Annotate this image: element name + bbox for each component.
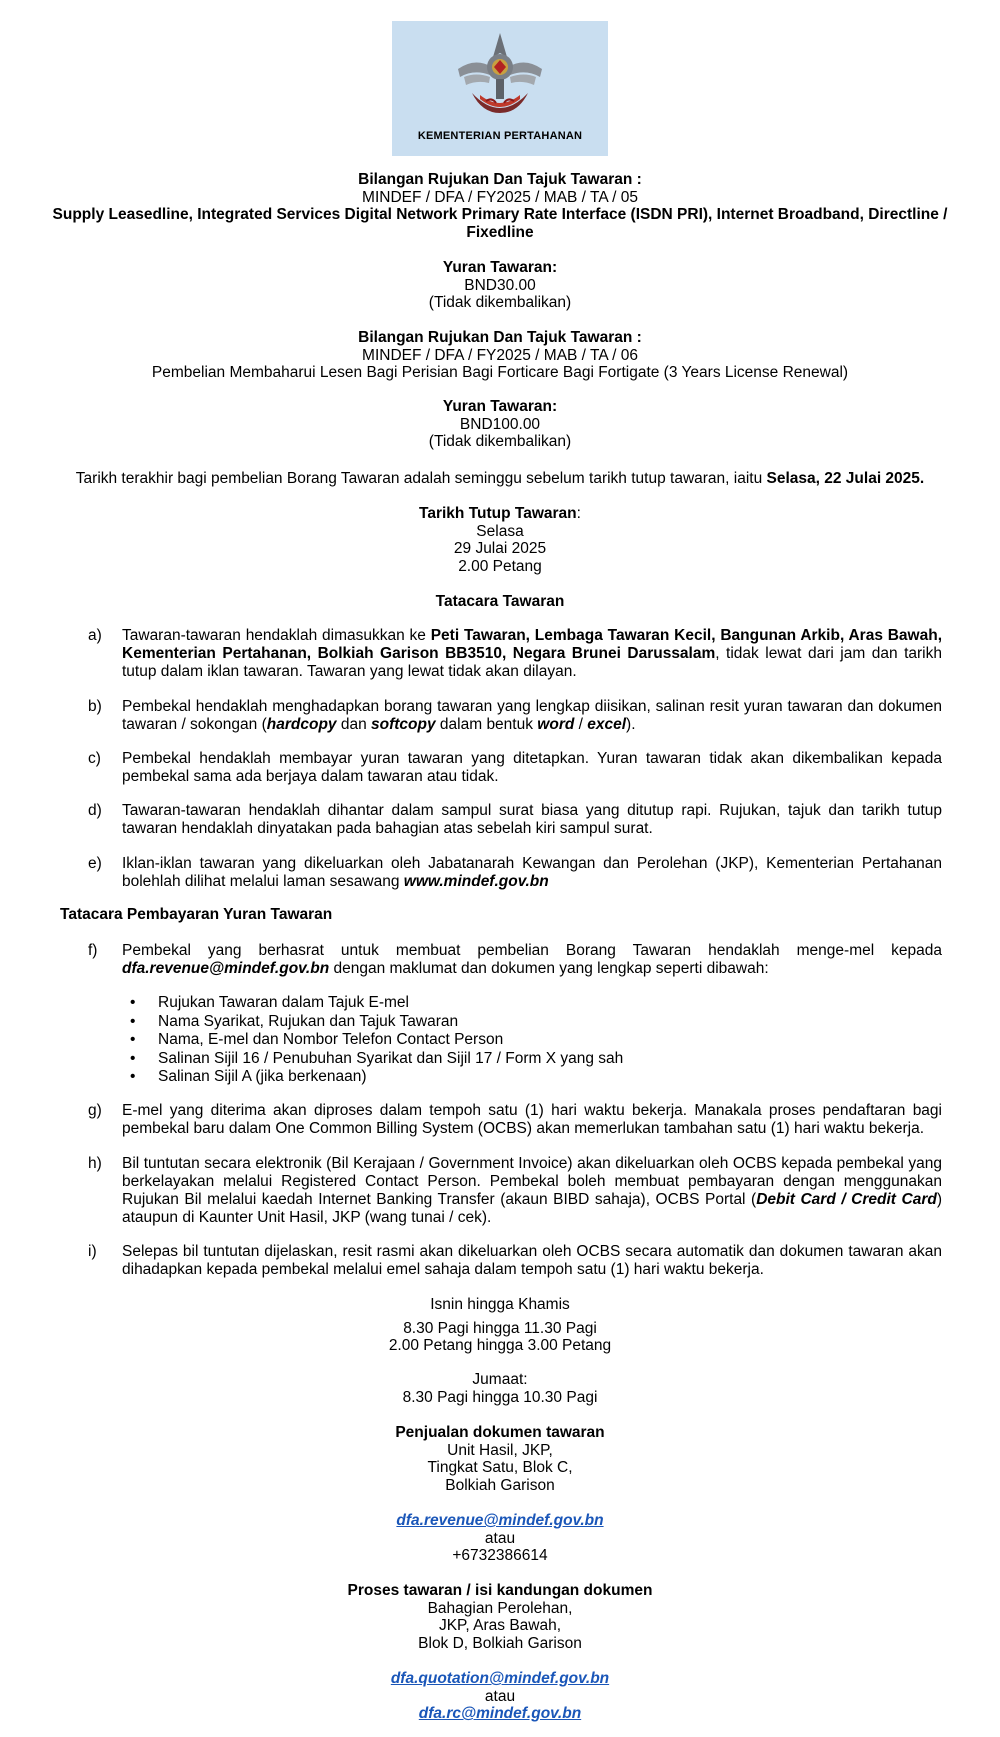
required-documents-list (130, 994, 830, 1087)
tender-2-heading: Bilangan Rujukan Dan Tajuk Tawaran : (358, 329, 642, 346)
purchase-deadline-text: Tarikh terakhir bagi pembelian Borang Tawaran adalah seminggu sebelum tarikh tutup tawaran, iaitu (75, 470, 767, 487)
purchase-deadline-date: Selasa, 22 Julai 2025. (766, 470, 925, 487)
list-item: • Salinan Sijil 16 / Penubuhan Syarikat dan Sijil 17 / Form X yang sah (130, 1050, 830, 1069)
closing-time: 2.00 Petang (458, 557, 542, 575)
ministry-crest-icon (450, 27, 550, 127)
tender-2-ref: MINDEF / DFA / FY2025 / MAB / TA / 06 (362, 346, 638, 364)
item-label: d) (88, 802, 102, 819)
sales-email-link[interactable]: dfa.revenue@mindef.gov.bn (396, 1512, 604, 1529)
website-link[interactable]: www.mindef.gov.bn (403, 873, 549, 890)
procedure-heading: Tatacara Tawaran (435, 593, 565, 610)
rc-email-link[interactable]: dfa.rc@mindef.gov.bn (418, 1705, 582, 1722)
closing-date: 29 Julai 2025 (453, 540, 547, 557)
tender-2-title: Pembelian Membaharui Lesen Bagi Perisian Bagi Forticare Bagi Fortigate (3 Years License Renewal) (151, 364, 849, 381)
payment-item-i: i) Selepas bil tuntutan dijelaskan, resit rasmi akan dikeluarkan oleh OCBS secara automatik dan dokumen tawaran akan dihadapkan kepada pembekal melalui emel sahaja dalam tempoh satu (1) hari waktu bekerja. (88, 1243, 942, 1278)
closing-colon: : (576, 505, 581, 522)
tender-2-block (40, 329, 960, 382)
sales-contact: Penjualan dokumen tawaran Unit Hasil, JKP, Tingkat Satu, Blok C, Bolkiah Garison (40, 1424, 960, 1494)
procedure-item-c: c) Pembekal hendaklah membayar yuran tawaran yang ditetapkan. Yuran tawaran tidak akan dikembalikan kepada pembekal sama ada berjaya dalam tawaran atau tidak. (88, 750, 942, 785)
tender-1-title-line2: Fixedline (466, 223, 534, 241)
process-contact: Proses tawaran / isi kandungan dokumen Bahagian Perolehan, JKP, Aras Bawah, Blok D, Bolkiah Garison (40, 1582, 960, 1652)
process-heading: Proses tawaran / isi kandungan dokumen (347, 1582, 653, 1599)
payment-item-g: g) E-mel yang diterima akan diproses dalam tempoh satu (1) hari waktu bekerja. Manakala proses pendaftaran bagi pembekal baru dalam One Common Billing System (OCBS) akan memerlukan tambahan satu (1) hari waktu bekerja. (88, 1102, 942, 1137)
item-label: a) (88, 627, 102, 644)
list-item: • Nama, E-mel dan Nombor Telefon Contact Person (130, 1031, 830, 1050)
process-email-block: dfa.quotation@mindef.gov.bn atau dfa.rc@mindef.gov.bn (390, 1670, 610, 1722)
friday-slot: 8.30 Pagi hingga 10.30 Pagi (402, 1388, 598, 1406)
tender-1-ref: MINDEF / DFA / FY2025 / MAB / TA / 05 (362, 188, 638, 206)
item-label: c) (88, 750, 101, 767)
item-label: h) (88, 1155, 102, 1172)
item-label: g) (88, 1102, 102, 1119)
tender-1-fee: BND30.00 (464, 276, 536, 294)
tender-2-fee: BND100.00 (459, 415, 541, 433)
closing-day: Selasa (476, 522, 524, 540)
weekday-slot-1: 8.30 Pagi hingga 11.30 Pagi (403, 1319, 597, 1337)
quotation-email-link[interactable]: dfa.quotation@mindef.gov.bn (390, 1670, 610, 1687)
item-label: i) (88, 1243, 97, 1260)
list-item: • Salinan Sijil A (jika berkenaan) (130, 1068, 830, 1087)
payment-item-f: f) Pembekal yang berhasrat untuk membuat pembelian Borang Tawaran hendaklah menge-mel kepada dfa.revenue@mindef.gov.bn dengan maklumat dan dokumen yang lengkap seperti dibawah: (88, 942, 942, 977)
weekday-slot-2: 2.00 Petang hingga 3.00 Petang (388, 1337, 612, 1354)
tender-1-fee-heading: Yuran Tawaran: (442, 259, 558, 276)
item-label: b) (88, 698, 102, 715)
item-label: e) (88, 855, 102, 872)
sales-phone: +6732386614 (452, 1547, 548, 1564)
tender-1-heading: Bilangan Rujukan Dan Tajuk Tawaran : (358, 171, 642, 188)
payment-heading: Tatacara Pembayaran Yuran Tawaran (60, 906, 333, 923)
sales-email-block: dfa.revenue@mindef.gov.bn atau +6732386614 (40, 1512, 960, 1565)
sales-heading: Penjualan dokumen tawaran (395, 1424, 605, 1441)
closing-heading: Tarikh Tutup Tawaran (419, 505, 577, 522)
procedure-item-e: e) Iklan-iklan tawaran yang dikeluarkan oleh Jabatanarah Kewangan dan Perolehan (JKP), Kementerian Pertahanan bolehlah dilihat melalui laman sesawang www.mindef.gov.bn (88, 855, 942, 890)
tender-2-fee-block (40, 398, 960, 451)
revenue-email[interactable]: dfa.revenue@mindef.gov.bn (122, 960, 330, 977)
tender-1-fee-block (40, 259, 960, 312)
friday-label: Jumaat: (472, 1371, 528, 1388)
tender-2-fee-heading: Yuran Tawaran: (442, 398, 558, 415)
tender-1-block (40, 171, 960, 241)
tender-1-title-line1: Supply Leasedline, Integrated Services Digital Network Primary Rate Interface (ISDN PRI), Internet Broadband, Directline / (52, 206, 948, 223)
office-hours (40, 1296, 960, 1355)
procedure-item-b: b) Pembekal hendaklah menghadapkan borang tawaran yang lengkap diisikan, salinan resit yuran tawaran dan dokumen tawaran / sokongan (hardcopy dan softcopy dalam bentuk word / excel). (88, 698, 942, 733)
friday-hours (40, 1371, 960, 1406)
procedure-item-a: a) Tawaran-tawaran hendaklah dimasukkan ke Peti Tawaran, Lembaga Tawaran Kecil, Bangunan Arkib, Aras Bawah, Kementerian Pertahanan, Bolkiah Garison BB3510, Negara Brunei Darussalam, tidak lewat dari jam dan tarikh tutup dalam iklan tawaran. Tawaran yang lewat tidak akan dilayan. (88, 627, 943, 680)
purchase-deadline (40, 470, 960, 488)
tender-2-fee-note: (Tidak dikembalikan) (428, 433, 572, 450)
tender-1-fee-note: (Tidak dikembalikan) (428, 294, 572, 311)
weekdays-label: Isnin hingga Khamis (430, 1296, 570, 1313)
ministry-logo-caption: KEMENTERIAN PERTAHANAN (417, 130, 583, 142)
list-item: • Nama Syarikat, Rujukan dan Tajuk Tawaran (130, 1013, 830, 1032)
payment-item-h: h) Bil tuntutan secara elektronik (Bil Kerajaan / Government Invoice) akan dikeluarkan oleh OCBS kepada pembekal yang berkelayakan melalui Registered Contact Person. Pembekal boleh membuat pembayaran dengan menggunakan Rujukan Bil melalui kaedah Internet Banking Transfer (akaun BIBD sahaja), OCBS Portal (Debit Card / Credit Card) ataupun di Kaunter Unit Hasil, JKP (wang tunai / cek). (88, 1155, 942, 1226)
list-item: • Rujukan Tawaran dalam Tajuk E-mel (130, 994, 830, 1013)
closing-block (40, 505, 960, 575)
ministry-logo (392, 21, 608, 156)
item-label: f) (88, 942, 98, 959)
procedure-item-d: d) Tawaran-tawaran hendaklah dihantar dalam sampul surat biasa yang ditutup rapi. Rujukan, tajuk dan tarikh tutup tawaran hendaklah dinyatakan pada bahagian atas sebelah kiri sampul surat. (88, 802, 942, 837)
